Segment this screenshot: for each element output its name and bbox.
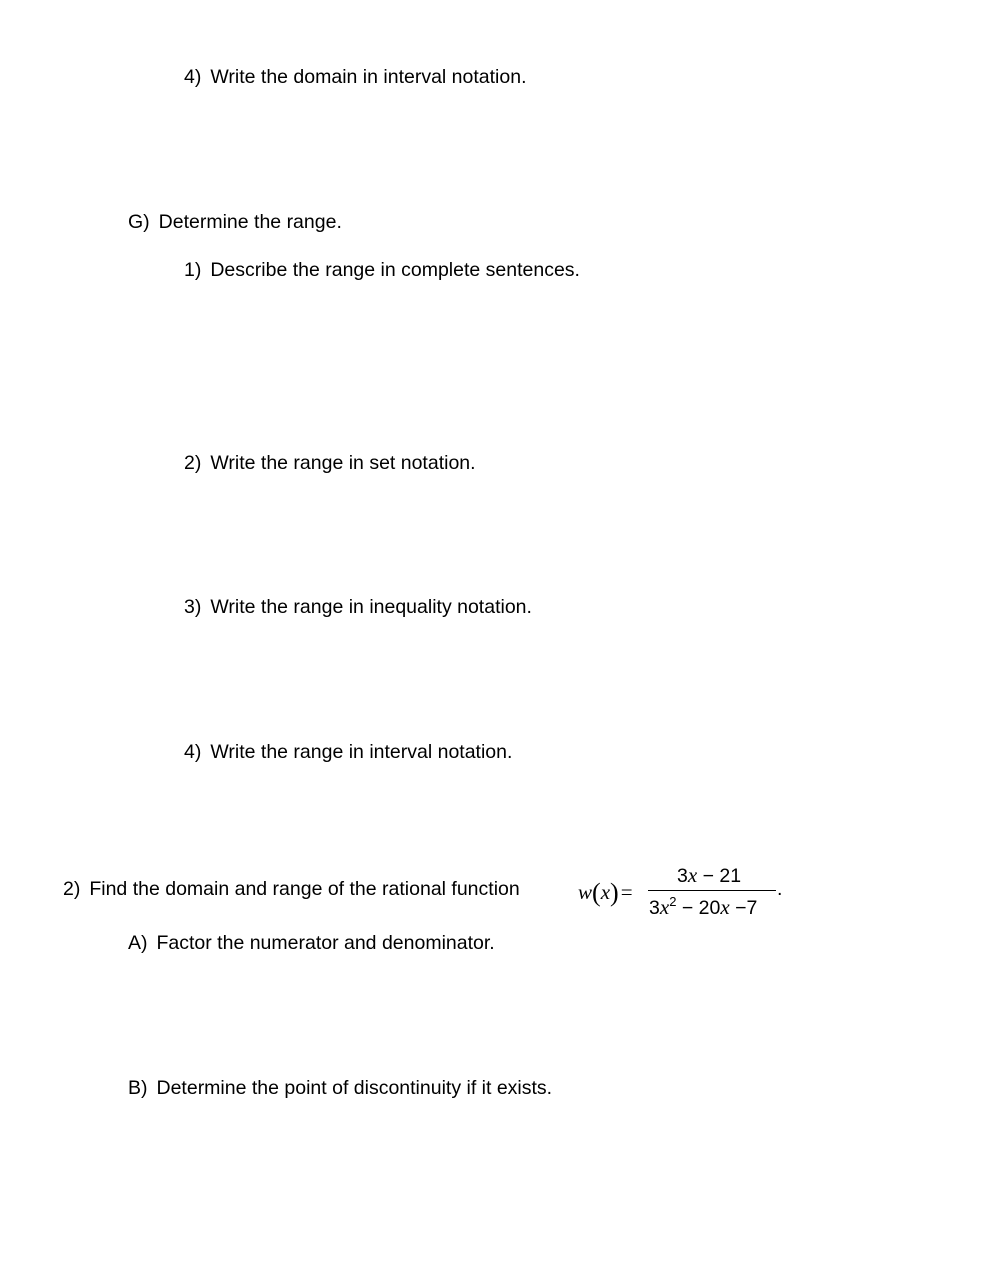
item-text: Factor the numerator and denominator. bbox=[156, 932, 495, 954]
question-item-g1 bbox=[184, 258, 580, 282]
function-name: w bbox=[578, 880, 593, 904]
denominator bbox=[649, 895, 757, 920]
question-item-g4 bbox=[184, 740, 512, 764]
item-label: 1) bbox=[184, 259, 202, 281]
item-label: 2) bbox=[184, 452, 202, 474]
num-rest: − 21 bbox=[697, 865, 742, 887]
fraction-bar bbox=[648, 890, 776, 891]
item-label: B) bbox=[128, 1077, 148, 1099]
equals-sign: = bbox=[620, 880, 633, 904]
item-label: 4) bbox=[184, 741, 202, 763]
item-text: Write the range in set notation. bbox=[210, 452, 476, 474]
item-text: Write the domain in interval notation. bbox=[210, 66, 527, 88]
num-var: x bbox=[687, 863, 698, 887]
question-item-g3 bbox=[184, 595, 532, 619]
item-text: Write the range in inequality notation. bbox=[210, 596, 532, 618]
item-text: Determine the range. bbox=[158, 211, 342, 233]
item-label: G) bbox=[128, 211, 150, 233]
problem-2-part-a bbox=[128, 931, 495, 955]
function-variable: x bbox=[600, 880, 611, 904]
question-item-f4 bbox=[184, 65, 527, 89]
item-label: A) bbox=[128, 932, 148, 954]
numerator bbox=[677, 863, 741, 888]
close-paren: ) bbox=[610, 878, 619, 907]
num-coef: 3 bbox=[677, 865, 688, 887]
item-label: 3) bbox=[184, 596, 202, 618]
item-label: 4) bbox=[184, 66, 202, 88]
problem-label: 2) bbox=[63, 878, 81, 900]
open-paren: ( bbox=[592, 878, 601, 907]
den-rest: −7 bbox=[729, 897, 758, 919]
end-punctuation: . bbox=[777, 878, 783, 900]
problem-2-part-b bbox=[128, 1076, 552, 1100]
den-var2: x bbox=[720, 895, 730, 919]
item-text: Determine the point of discontinuity if it exists. bbox=[156, 1077, 553, 1099]
question-part-g bbox=[128, 210, 342, 234]
rational-fraction bbox=[646, 860, 786, 920]
problem-text: Find the domain and range of the rational function bbox=[89, 878, 520, 900]
item-text: Describe the range in complete sentences. bbox=[210, 259, 580, 281]
den-coef: 3 bbox=[649, 897, 660, 919]
item-text: Write the range in interval notation. bbox=[210, 741, 513, 763]
den-var: x bbox=[659, 895, 670, 919]
problem-2-prompt bbox=[63, 877, 520, 901]
question-item-g2 bbox=[184, 451, 476, 475]
function-lhs bbox=[578, 876, 633, 906]
den-mid: − 20 bbox=[676, 897, 721, 919]
den-exponent: 2 bbox=[669, 894, 677, 909]
